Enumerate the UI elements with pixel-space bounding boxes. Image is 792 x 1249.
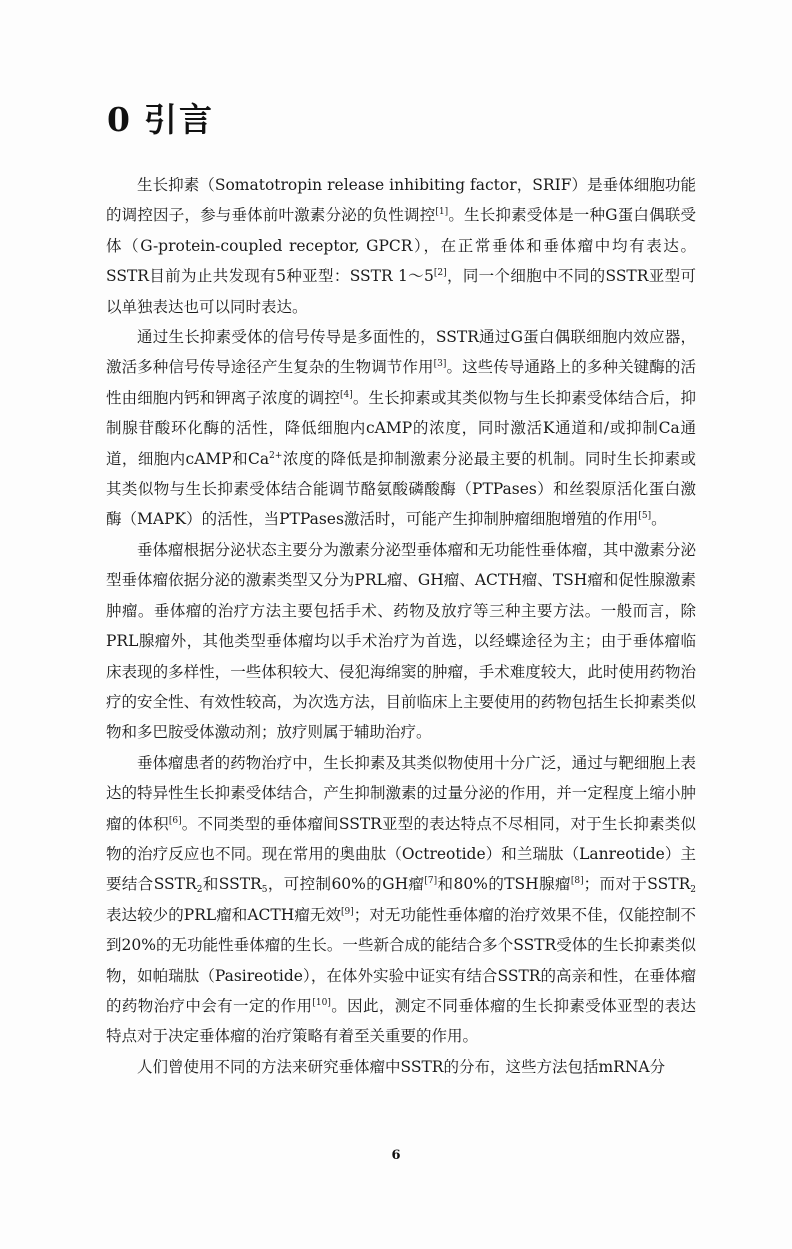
citation-superscript: [9] <box>341 906 354 917</box>
citation-superscript: [2] <box>433 268 447 279</box>
citation-superscript: [5] <box>638 511 652 522</box>
text-run: ；而对于SSTR <box>583 875 691 894</box>
text-run: 和80%的TSH腺瘤 <box>437 875 571 894</box>
paragraph <box>106 322 696 535</box>
text-run: ，可控制60%的GH瘤 <box>267 875 425 894</box>
paragraph <box>106 748 696 1052</box>
section-title: 引言 <box>143 100 214 139</box>
subscript: 5 <box>261 885 268 896</box>
citation-superscript: [1] <box>435 207 449 218</box>
paragraph <box>106 1052 696 1082</box>
citation-superscript: [4] <box>340 389 353 400</box>
citation-superscript: [6] <box>168 815 182 826</box>
citation-superscript: [10] <box>312 997 331 1008</box>
citation-superscript: 2+ <box>269 450 283 461</box>
text-run: 表达较少的PRL瘤和ACTH瘤无效 <box>106 905 342 924</box>
paragraph <box>106 170 696 322</box>
text-run: 生长抑素（Somatotropin release inhibiting factor，SRIF）是垂体细胞功能的调控因子，参与垂体前叶激素分泌的负性调控 <box>106 176 696 225</box>
text-run: 浓度的降低是抑制激素分泌最主要的机制。同时生长抑素或其类似物与生长抑素受体结合能调节酪氨酸磷酸酶（PTPases）和丝裂原活化蛋白激酶（MAPK）的活性，当PTPases激活时，可能产生抑制肿瘤细胞增殖的作用 <box>106 449 696 529</box>
text-run: 人们曾使用不同的方法来研究垂体瘤中SSTR的分布，这些方法包括mRNA分 <box>137 1057 666 1076</box>
text-run: 垂体瘤根据分泌状态主要分为激素分泌型垂体瘤和无功能性垂体瘤，其中激素分泌型垂体瘤依据分泌的激素类型又分为PRL瘤、GH瘤、ACTH瘤、TSH瘤和促性腺激素肿瘤。垂体瘤的治疗方法主要包括手术、药物及放疗等三种主要方法。一般而言，除PRL腺瘤外，其他类型垂体瘤均以手术治疗为首选，以经蝶途径为主；由于垂体瘤临床表现的多样性，一些体积较大、侵犯海绵窦的肿瘤，手术难度较大，此时使用药物治疗的安全性、有效性较高，为次选方法，目前临床上主要使用的药物包括生长抑素类似物和多巴胺受体激动剂；放疗则属于辅助治疗。 <box>106 540 696 742</box>
text-run: ，同一个细胞中不同的SSTR亚型可以单独表达也可以同时表达。 <box>106 267 696 316</box>
text-run: 通过生长抑素受体的信号传导是多面性的，SSTR通过G蛋白偶联细胞内效应器，激活多种信号传导途径产生复杂的生物调节作用 <box>106 328 696 377</box>
paragraph <box>106 535 696 748</box>
text-run: 。不同类型的垂体瘤间SSTR亚型的表达特点不尽相同，对于生长抑素类似物的治疗反应也不同。现在常用的奥曲肽（Octreotide）和兰瑞肽（Lanreotide）主要结合SSTR <box>106 814 696 894</box>
text-run: 。生长抑素受体是一种G蛋白偶联受体（G-protein-coupled receptor, GPCR），在正常垂体和垂体瘤中均有表达。SSTR目前为止共发现有5种亚型：SSTR 1～5 <box>106 206 696 286</box>
subscript: 2 <box>196 885 203 896</box>
section-heading <box>107 94 214 141</box>
text-run: ；对无功能性垂体瘤的治疗效果不佳，仅能控制不到20%的无功能性垂体瘤的生长。一些新合成的能结合多个SSTR受体的生长抑素类似物，如帕瑞肽（Pasireotide），在体外实验中证实有结合SSTR的高亲和性，在垂体瘤的药物治疗中会有一定的作用 <box>106 905 696 1015</box>
page-number: 6 <box>391 1148 401 1163</box>
body-text <box>106 170 696 1082</box>
text-run: 。因此，测定不同垂体瘤的生长抑素受体亚型的表达特点对于决定垂体瘤的治疗策略有着至关重要的作用。 <box>106 996 696 1046</box>
text-run: 。生长抑素或其类似物与生长抑素受体结合后，抑制腺苷酸环化酶的活性，降低细胞内cAMP的浓度，同时激活K通道和/或抑制Ca通道，细胞内cAMP和Ca <box>106 388 696 468</box>
text-run: 和SSTR <box>202 875 262 894</box>
citation-superscript: [3] <box>433 359 447 370</box>
subscript: 2 <box>690 885 696 896</box>
text-run: 。这些传导通路上的多种关键酶的活性由细胞内钙和钾离子浓度的调控 <box>106 358 696 407</box>
text-run: 。 <box>651 510 667 529</box>
citation-superscript: [7] <box>424 876 438 887</box>
section-number: 0 <box>107 100 132 139</box>
text-run: 垂体瘤患者的药物治疗中，生长抑素及其类似物使用十分广泛，通过与靶细胞上表达的特异性生长抑素受体结合，产生抑制激素的过量分泌的作用，并一定程度上缩小肿瘤的体积 <box>106 753 696 833</box>
citation-superscript: [8] <box>570 876 584 887</box>
